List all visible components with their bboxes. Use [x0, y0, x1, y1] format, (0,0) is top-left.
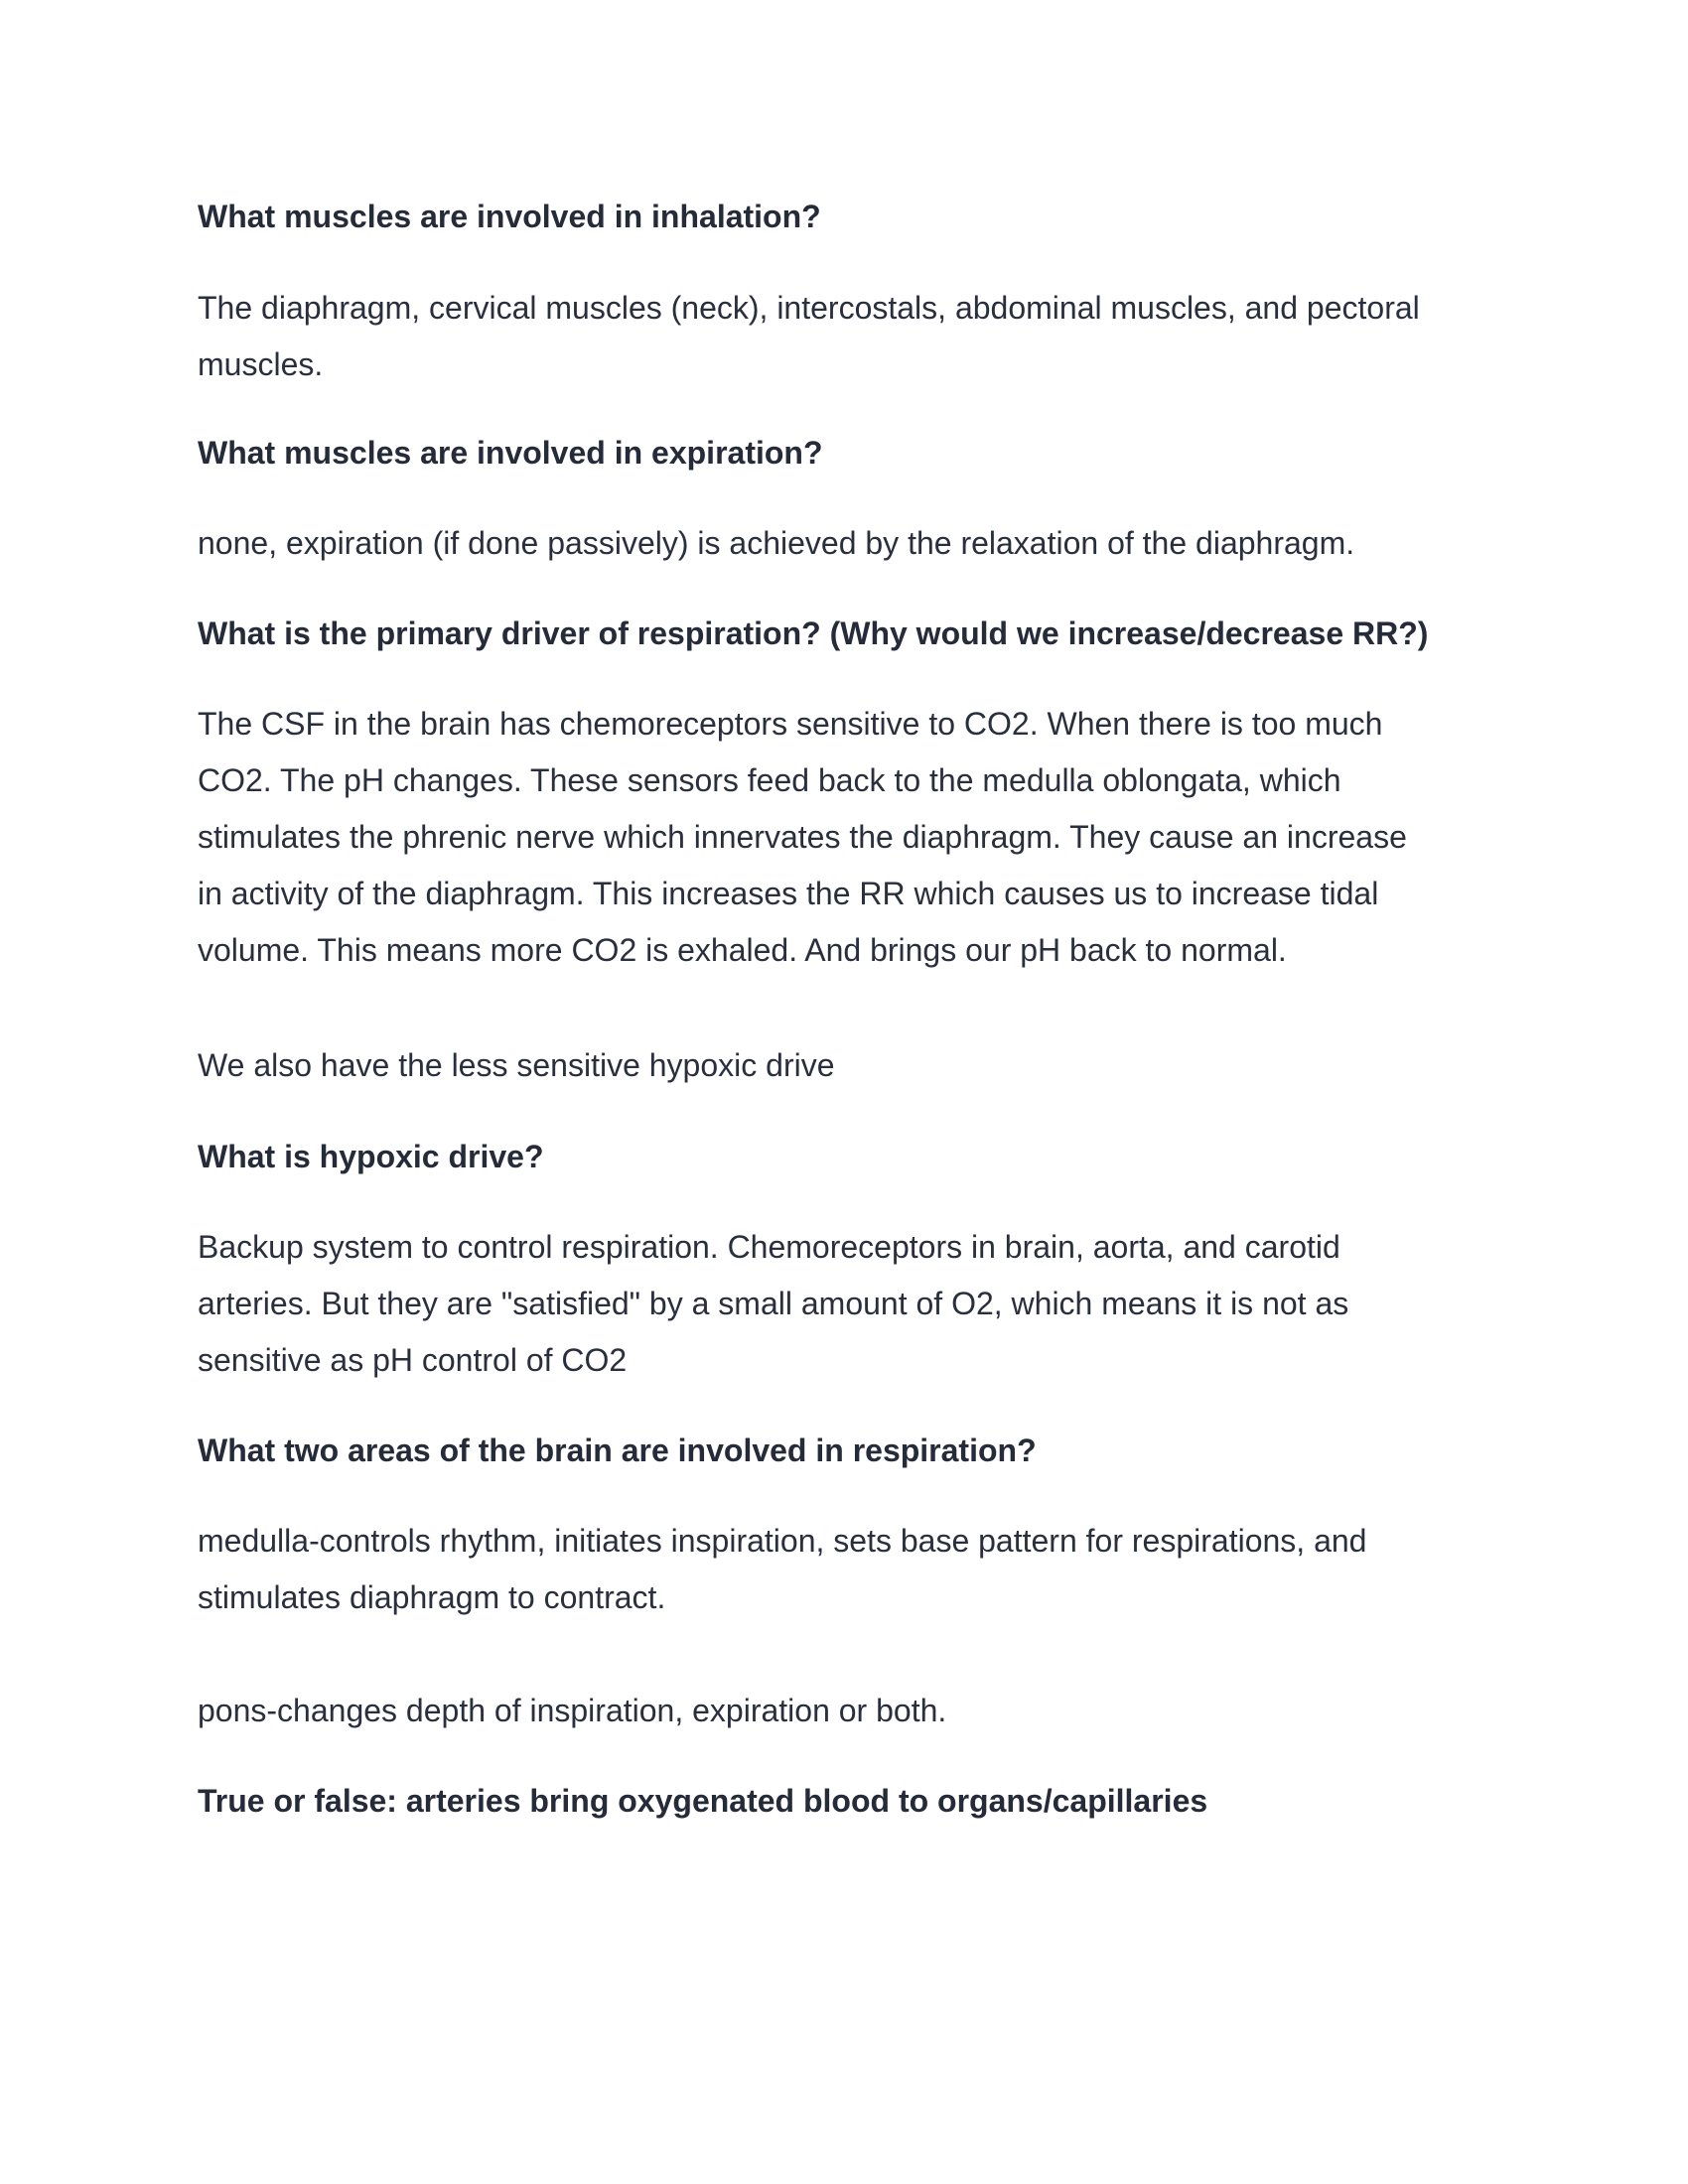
answer-brain-areas-medulla	[198, 1513, 1366, 1626]
answer-line: The diaphragm, cervical muscles (neck), intercostals, abdominal muscles, and pectoral	[198, 290, 1420, 326]
answer-line: We also have the less sensitive hypoxic drive	[198, 1047, 835, 1083]
question-inhalation-muscles: What muscles are involved in inhalation?	[198, 199, 821, 234]
answer-line: The CSF in the brain has chemoreceptors sensitive to CO2. When there is too much	[198, 706, 1383, 742]
question-respiration-driver: What is the primary driver of respiration? (Why would we increase/decrease RR?)	[198, 615, 1429, 651]
question-expiration-muscles: What muscles are involved in expiration?	[198, 435, 823, 471]
answer-line: none, expiration (if done passively) is achieved by the relaxation of the diaphragm.	[198, 525, 1355, 561]
answer-line: sensitive as pH control of CO2	[198, 1342, 628, 1378]
answer-line: pons-changes depth of inspiration, expiration or both.	[198, 1693, 947, 1728]
answer-line: medulla-controls rhythm, initiates inspiration, sets base pattern for respirations, and	[198, 1523, 1367, 1559]
answer-line: stimulates the phrenic nerve which innervates the diaphragm. They cause an increase	[198, 819, 1407, 855]
answer-hypoxic-drive	[198, 1219, 1348, 1389]
answer-line: muscles.	[198, 346, 324, 382]
answer-inhalation-muscles	[198, 280, 1420, 393]
answer-hypoxic-drive-note	[198, 1037, 835, 1094]
question-hypoxic-drive: What is hypoxic drive?	[198, 1139, 544, 1174]
answer-respiration-driver	[198, 696, 1407, 979]
answer-line: in activity of the diaphragm. This increases the RR which causes us to increase tidal	[198, 876, 1379, 911]
answer-expiration-muscles	[198, 515, 1354, 572]
answer-line: CO2. The pH changes. These sensors feed back to the medulla oblongata, which	[198, 762, 1341, 798]
answer-line: arteries. But they are "satisfied" by a small amount of O2, which means it is not as	[198, 1286, 1349, 1321]
answer-line: Backup system to control respiration. Chemoreceptors in brain, aorta, and carotid	[198, 1229, 1340, 1265]
question-brain-areas: What two areas of the brain are involved in respiration?	[198, 1433, 1037, 1468]
question-arteries-true-false: True or false: arteries bring oxygenated blood to organs/capillaries	[198, 1783, 1208, 1819]
answer-brain-areas-pons	[198, 1683, 946, 1739]
answer-line: stimulates diaphragm to contract.	[198, 1579, 666, 1615]
answer-line: volume. This means more CO2 is exhaled. And brings our pH back to normal.	[198, 932, 1287, 968]
